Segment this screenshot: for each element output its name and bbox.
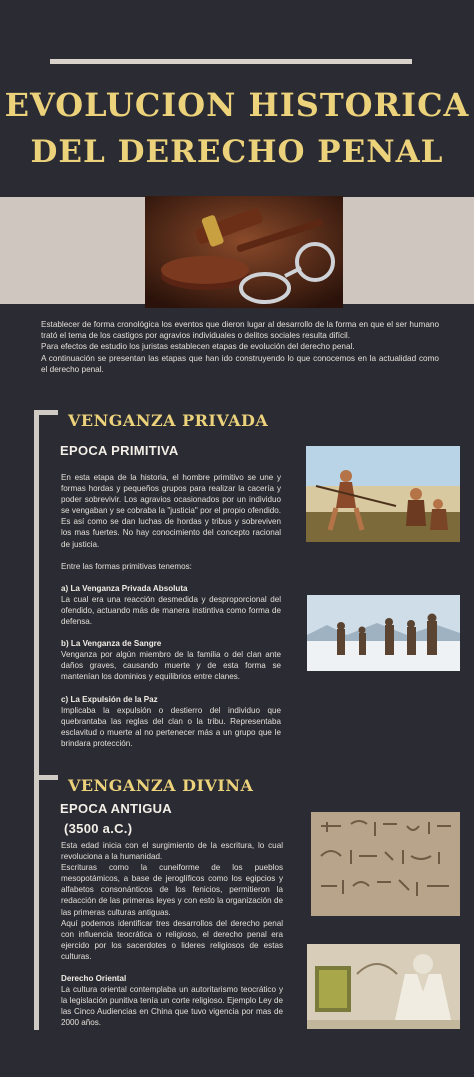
section-frame-bar [34, 775, 39, 1030]
intro-paragraph: Establecer de forma cronológica los eventos que dieron lugar al desarrollo de la forma en que el ser humano trató el tema de los castigos por agravios individuales o delitos sociales resulta difícil. [41, 320, 439, 341]
paragraph: La cultura oriental contemplaba un autoritarismo teocrático y la legislación punitiva tenía un corte religioso. Ejemplo Ley de las Cinco Audiencias en China que tuvo vigencia por mas de 2000 años. [61, 985, 283, 1028]
divina-body [61, 840, 283, 1029]
privada-body [61, 472, 281, 749]
primitive-hunters-image [306, 446, 460, 542]
paragraph: La cual era una reacción desmedida y desproporcional del ofendido, actuando más de manera instintiva como forma de defensa. [61, 594, 281, 627]
intro-text [41, 319, 439, 375]
era-title-antigua: EPOCA ANTIGUA [60, 801, 172, 816]
paragraph: Entre las formas primitivas tenemos: [61, 561, 192, 571]
page-title-line1: EVOLUCION HISTORICA [4, 86, 470, 124]
era-date: (3500 a.C.) [64, 821, 133, 836]
era-title-primitiva: EPOCA PRIMITIVA [60, 443, 179, 458]
page-title-line2: DEL DERECHO PENAL [30, 134, 444, 170]
paragraph: Escrituras como la cuneiforme de los pueblos mesopotámicos, a base de jeroglíficos como los egipcios y alfabetos consonánticos de los fenicios, permitieron la redacción de las primeras leyes y con esto la organización de las primeras culturas antiguas. [61, 863, 283, 917]
top-divider [50, 59, 412, 64]
paragraph: Aquí podemos identificar tres desarrollos del derecho penal con influencia teocrática o religioso, el derecho penal era ejercido por los sacerdotes o lideres religiosos de estas culturas. [61, 918, 283, 961]
chinese-sage-image [307, 944, 460, 1029]
section-frame-tick [34, 775, 58, 780]
paragraph: Implicaba la expulsión o destierro del individuo que quebrantaba las reglas del clan o la tribu. Representaba esclavitud o muerte al no pertenecer más a un grupo que le brindara protección. [61, 705, 281, 748]
tribe-in-snow-image [307, 595, 460, 671]
paragraph: Venganza por algún miembro de la familia o del clan ante daños graves, causando muerte y de esta forma se mantenían los dominios y equilibrios entre clanes. [61, 650, 281, 682]
gavel-and-handcuffs-image [145, 196, 343, 308]
hieroglyphs-image [311, 812, 460, 916]
intro-paragraph: A continuación se presentan las etapas que han ido construyendo lo que conocemos en la actualidad como el derecho penal. [41, 353, 439, 374]
subheading: b) La Venganza de Sangre [61, 639, 162, 649]
paragraph: En esta etapa de la historia, el hombre primitivo se une y formas hordas y pequeños grupos para realizar la cacería y poder sobrevivir. Los agravios ocasionados por un individuo se vengaban y se cobraba la "justicia" por el propio ofendido. Es así como se dan luchas de hordas y tribus y sobreviven los mas fuertes. No hay conocimiento del concepto racional de justicia. [61, 473, 281, 549]
section-title-divina: VENGANZA DIVINA [68, 776, 254, 795]
section-frame-bar [34, 410, 39, 780]
subheading: a) La Venganza Privada Absoluta [61, 583, 188, 593]
subheading: c) La Expulsión de la Paz [61, 694, 158, 704]
section-title-privada: VENGANZA PRIVADA [68, 411, 269, 430]
intro-paragraph: Para efectos de estudio los juristas establecen etapas de evolución del derecho penal. [41, 342, 355, 352]
paragraph: Esta edad inicia con el surgimiento de la escritura, lo cual revoluciona a la humanidad. [61, 841, 283, 862]
section-frame-tick [34, 410, 58, 415]
subheading: Derecho Oriental [61, 974, 127, 984]
